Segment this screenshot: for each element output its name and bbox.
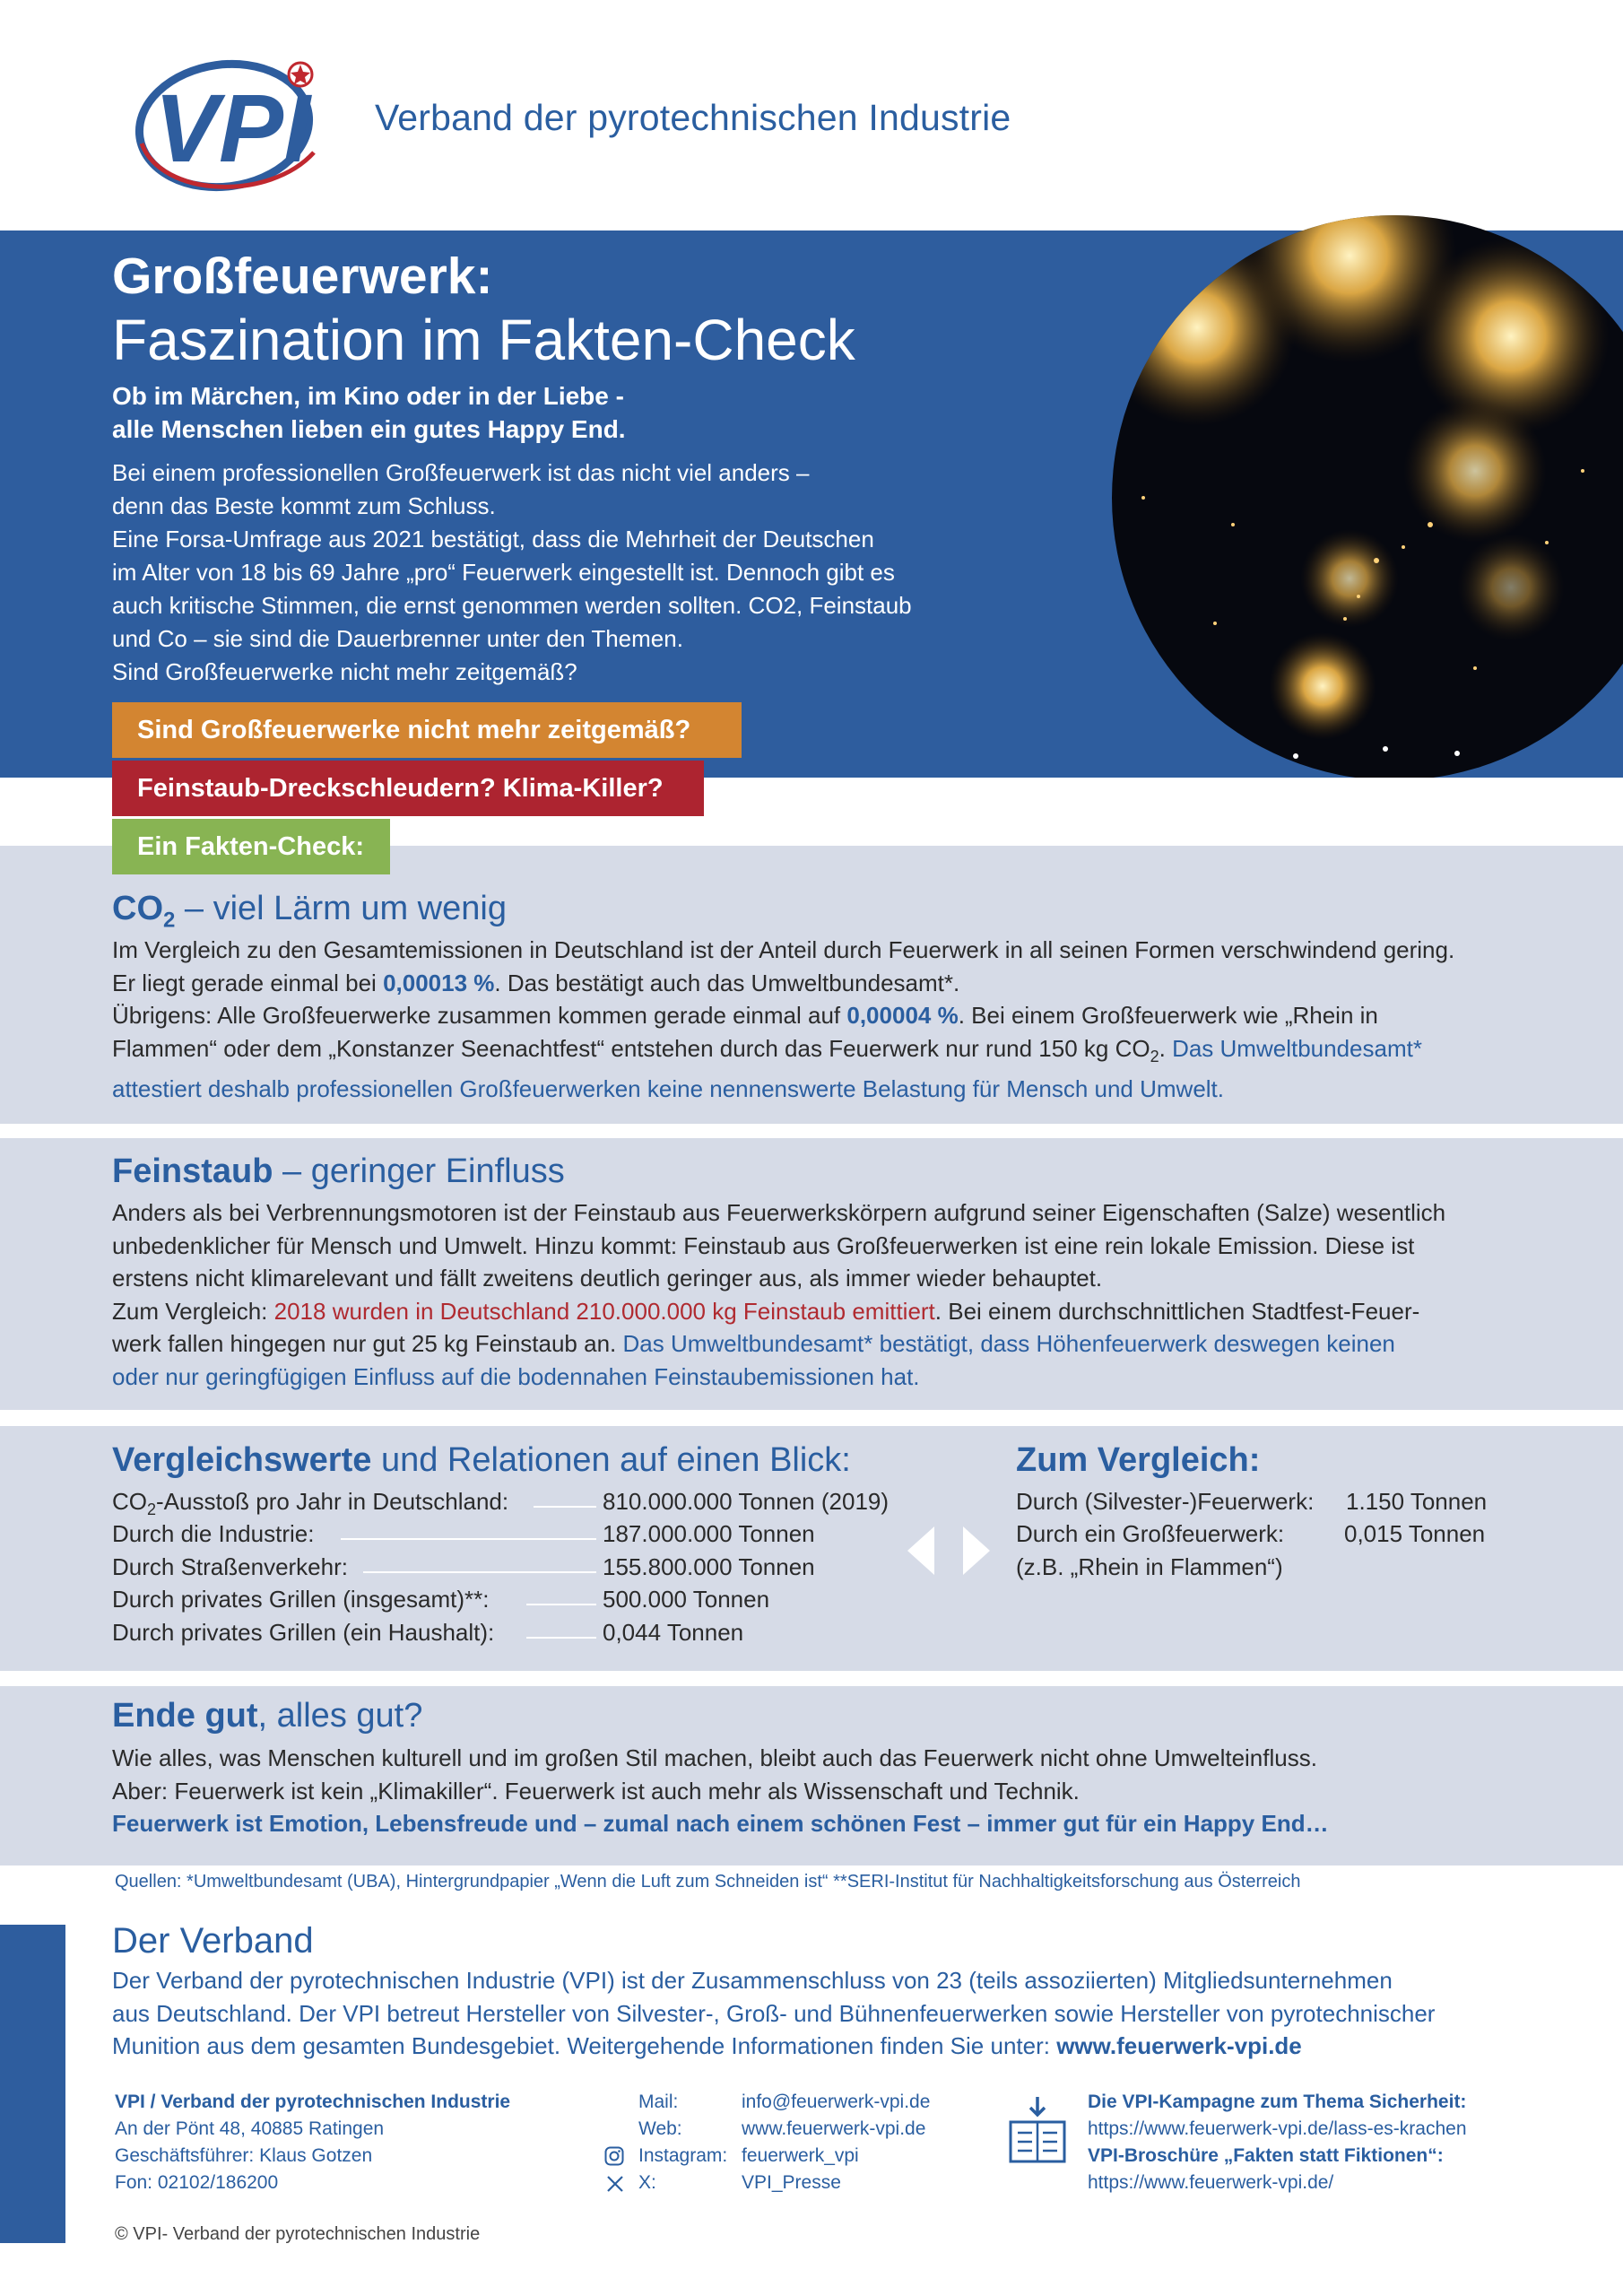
co2-text: Im Vergleich zu den Gesamtemissionen in Deutschland ist der Anteil durch Feuerwerk in all seinen Formen verschwindend gering. Er liegt gerade einmal bei 0,00013 %. Das bestätigt auch das Umweltbundesamt*. Übrigens: Alle Großfeuerwerke zusammen kommen gerade einmal auf 0,00004 %. Bei einem Großfeuerwerk wie „Rhein in Flammen“ oder dem „Konstanzer Seenachtfest“ entstehen durch das Feuerwerk nur rund 150 kg $CO_2$. Das Umweltbundesamt* attestiert deshalb professionellen Großfeuerwerken keine nennenswerte Belastung für Mensch und Umwelt. — [112, 936, 1455, 1103]
sources-note: Quellen: *Umweltbundesamt (UBA), Hintergrundpapier „Wenn die Luft zum Schneiden ist“ **SERI-Institut für Nachhaltigkeitsforschung aus Österreich — [115, 1872, 1301, 1892]
tag-fakten-check: Ein Fakten-Check: — [112, 819, 390, 874]
vergleich-row: Durch die Industrie: 187.000.000 Tonnen — [112, 1520, 815, 1547]
compare-row: Durch (Silvester-)Feuerwerk: 1.150 Tonnen — [1016, 1488, 1488, 1515]
x-icon[interactable] — [606, 2174, 624, 2201]
hero-subtitle — [112, 379, 722, 446]
co2-heading: $CO_2$ – viel Lärm um wenig — [112, 890, 507, 933]
mail-link[interactable]: info@feuerwerk-vpi.de — [742, 2092, 931, 2112]
campaign-info: Die VPI-Kampagne zum Thema Sicherheit: https://www.feuerwerk-vpi.de/lass-es-krachen VPI-Broschüre „Fakten statt Fiktionen“: https://www.feuerwerk-vpi.de/ — [1088, 2089, 1467, 2196]
instagram-link[interactable]: feuerwerk_vpi — [742, 2145, 859, 2166]
tag-zeitgemaess: Sind Großfeuerwerke nicht mehr zeitgemäß? — [112, 702, 742, 758]
contact-channels: Mail: info@feuerwerk-vpi.de Web: www.feuerwerk-vpi.de Instagram: feuerwerk_vpi X: VPI_Presse — [603, 2089, 979, 2196]
ende-text: Wie alles, was Menschen kulturell und im großen Stil machen, bleibt auch das Feuerwerk nicht ohne Umwelteinfluss. Aber: Feuerwerk ist kein „Klimakiller“. Feuerwerk ist auch mehr als Wissenschaft und Technik. Feuerwerk ist Emotion, Lebensfreude und – zumal nach einem schönen Fest – immer gut für ein Happy End… — [112, 1744, 1329, 1837]
web-link[interactable]: www.feuerwerk-vpi.de — [742, 2118, 926, 2139]
tag-feinstaub-klima: Feinstaub-Dreckschleudern? Klima-Killer? — [112, 761, 704, 816]
copyright: © VPI- Verband der pyrotechnischen Industrie — [115, 2224, 481, 2244]
verband-text: Der Verband der pyrotechnischen Industrie (VPI) ist der Zusammenschluss von 23 (teils assoziierten) Mitgliedsunternehmen aus Deutschland. Der VPI betreut Hersteller von Silvester-, Groß- und Bühnenfeuerwerken sowie Hersteller von pyrotechnischer Munition aus dem gesamten Bundesgebiet. Weitergehende Informationen finden Sie unter: www.feuerwerk-vpi.de — [112, 1967, 1436, 2059]
verband-heading: Der Verband — [112, 1921, 314, 1961]
hero-body-line: Eine Forsa-Umfrage aus 2021 bestätigt, dass die Mehrheit der Deutschen — [112, 526, 874, 552]
hero-title-line2: Faszination im Fakten-Check — [112, 308, 855, 372]
vergleich-row: Durch Straßenverkehr: 155.800.000 Tonnen — [112, 1553, 815, 1580]
feinstaub-heading: Feinstaub – geringer Einfluss — [112, 1152, 565, 1190]
hero-body-line: Sind Großfeuerwerke nicht mehr zeitgemäß? — [112, 658, 577, 685]
zum-vergleich-heading: Zum Vergleich: — [1016, 1441, 1261, 1479]
hero-body-line: auch kritische Stimmen, die ernst genommen werden sollten. CO2, Feinstaub — [112, 592, 912, 619]
x-link[interactable]: VPI_Presse — [742, 2172, 841, 2193]
organization-name: Verband der pyrotechnischen Industrie — [375, 97, 1011, 138]
campaign-link[interactable]: https://www.feuerwerk-vpi.de/lass-es-krachen — [1088, 2118, 1467, 2139]
ende-heading: Ende gut, alles gut? — [112, 1697, 423, 1735]
feinstaub-text: Anders als bei Verbrennungsmotoren ist der Feinstaub aus Feuerwerkskörpern aufgrund seiner Eigenschaften (Salze) wesentlich unbedenklicher für Mensch und Umwelt. Hinzu kommt: Feinstaub aus Großfeuerwerken ist eine rein lokale Emission. Diese ist erstens nicht klimarelevant und fällt zweitens deutlich geringer aus, als immer wieder behauptet. Zum Vergleich: 2018 wurden in Deutschland 210.000.000 kg Feinstaub emittiert. Bei einem durchschnittlichen Stadtfest-Feuer- werk fallen hingegen nur gut 25 kg Feinstaub an. Das Umweltbundesamt* bestätigt, dass Höhenfeuerwerk deswegen keinen oder nur geringfügigen Einfluss auf die bodennahen Feinstaubemissionen hat. — [112, 1199, 1446, 1390]
compare-row: (z.B. „Rhein in Flammen“) — [1016, 1553, 1283, 1580]
vergleich-row: Durch privates Grillen (insgesamt)**: 500.000 Tonnen — [112, 1586, 770, 1613]
hero-subtitle-line2: alle Menschen lieben ein gutes Happy End. — [112, 415, 626, 443]
hero-body-text — [112, 457, 973, 689]
vpi-logo — [135, 45, 323, 206]
side-accent-bar — [0, 1925, 65, 2243]
hero-title-line1: Großfeuerwerk: — [112, 248, 493, 305]
hero-body-line: denn das Beste kommt zum Schluss. — [112, 492, 496, 519]
compare-row: Durch ein Großfeuerwerk: 0,015 Tonnen — [1016, 1520, 1486, 1547]
hero-body-line: Bei einem professionellen Großfeuerwerk ist das nicht viel anders – — [112, 459, 810, 486]
brochure-download-icon — [1009, 2095, 1066, 2170]
contact-address: VPI / Verband der pyrotechnischen Industrie An der Pönt 48, 40885 Ratingen Geschäftsführer: Klaus Gotzen Fon: 02102/186200 — [115, 2092, 511, 2193]
hero-body-line: im Alter von 18 bis 69 Jahre „pro“ Feuerwerk eingestellt ist. Dennoch gibt es — [112, 559, 895, 586]
vergleich-row: $CO_2$-Ausstoß pro Jahr in Deutschland: 810.000.000 Tonnen (2019) — [112, 1488, 890, 1519]
compare-arrows-icon — [907, 1526, 990, 1579]
svg-text:VPI: VPI — [154, 74, 311, 182]
vergleich-heading: Vergleichswerte und Relationen auf einen Blick: — [112, 1441, 851, 1479]
hero-body-line: und Co – sie sind die Dauerbrenner unter den Themen. — [112, 625, 683, 652]
website-link[interactable]: www.feuerwerk-vpi.de — [1056, 2032, 1302, 2059]
vergleich-row: Durch privates Grillen (ein Haushalt): 0,044 Tonnen — [112, 1619, 744, 1646]
fireworks-question-mark-image — [1009, 202, 1623, 778]
hero-subtitle-line1: Ob im Märchen, im Kino oder in der Liebe - — [112, 382, 624, 410]
brochure-link[interactable]: https://www.feuerwerk-vpi.de/ — [1088, 2172, 1334, 2193]
